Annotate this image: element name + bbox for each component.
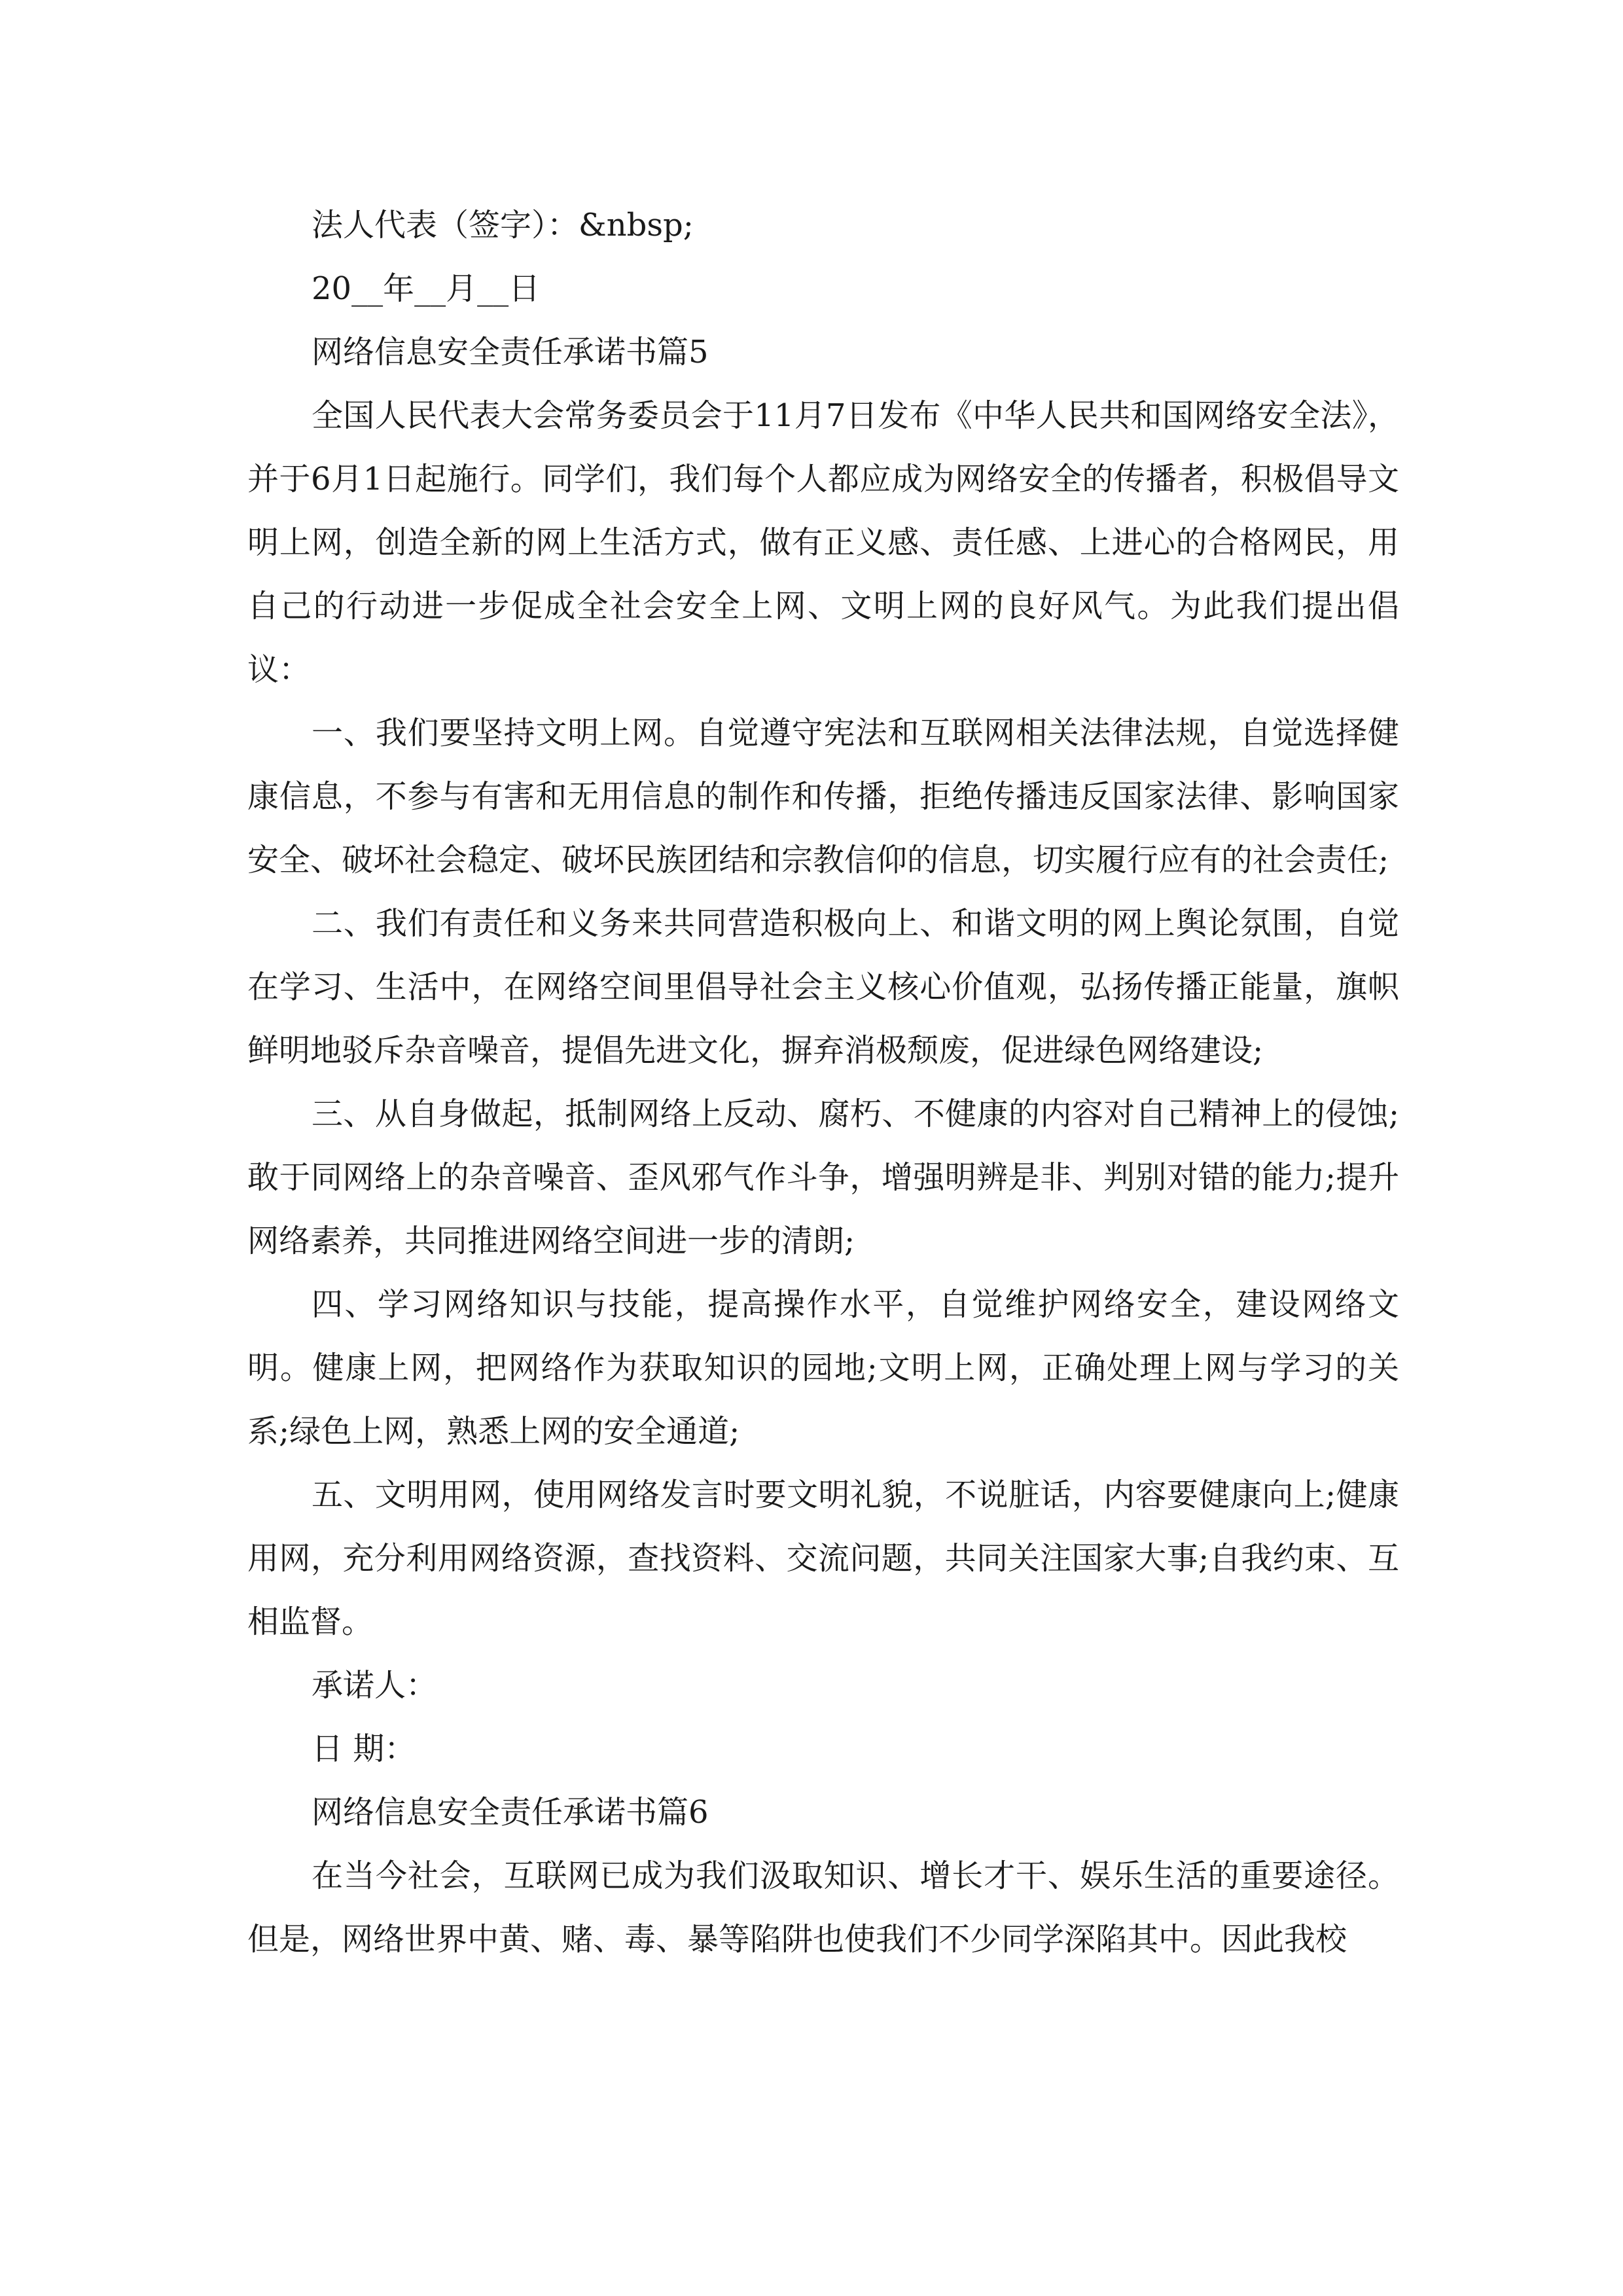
promisor-line: 承诺人： [312, 1667, 438, 1704]
proposal-item-2: 二、我们有责任和义务来共同营造积极向上、和谐文明的网上舆论氛围，自觉在学习、生活中，在网络空间里倡导社会主义核心价值观，弘扬传播正能量，旗帜鲜明地驳斥杂音噪音，提倡先进文化，摒弃消极颓废，促进绿色网络建设; [247, 905, 1399, 1069]
proposal-item-3: 三、从自身做起，抵制网络上反动、腐朽、不健康的内容对自己精神上的侵蚀;敢于同网络上的杂音噪音、歪风邪气作斗争，增强明辨是非、判别对错的能力;提升网络素养，共同推进网络空间进一步的清朗; [247, 1096, 1399, 1259]
document-page [247, 194, 1399, 1971]
date-label-line: 日 期： [312, 1731, 416, 1767]
proposal-item-5: 五、文明用网，使用网络发言时要文明礼貌，不说脏话，内容要健康向上;健康用网，充分利用网络资源，查找资料、交流问题，共同关注国家大事;自我约束、互相监督。 [247, 1477, 1399, 1640]
intro-paragraph-5: 全国人民代表大会常务委员会于11月7日发布《中华人民共和国网络安全法》，并于6月1日起施行。同学们，我们每个人都应成为网络安全的传播者，积极倡导文明上网，创造全新的网上生活方式，做有正义感、责任感、上进心的合格网民，用自己的行动进一步促成全社会安全上网、文明上网的良好风气。为此我们提出倡议： [247, 397, 1399, 688]
heading-section-5: 网络信息安全责任承诺书篇5 [312, 334, 709, 370]
legal-representative-line: 法人代表（签字）：&nbsp; [312, 207, 694, 243]
proposal-item-1: 一、我们要坚持文明上网。自觉遵守宪法和互联网相关法律法规，自觉选择健康信息，不参与有害和无用信息的制作和传播，拒绝传播违反国家法律、影响国家安全、破坏社会稳定、破坏民族团结和宗教信仰的信息，切实履行应有的社会责任; [247, 715, 1399, 878]
intro-paragraph-6: 在当今社会，互联网已成为我们汲取知识、增长才干、娱乐生活的重要途径。但是，网络世界中黄、赌、毒、暴等陷阱也使我们不少同学深陷其中。因此我校 [247, 1857, 1399, 1958]
date-line: 20__年__月__日 [312, 270, 541, 307]
proposal-item-4: 四、学习网络知识与技能，提高操作水平，自觉维护网络安全，建设网络文明。健康上网，把网络作为获取知识的园地;文明上网，正确处理上网与学习的关系;绿色上网，熟悉上网的安全通道; [247, 1286, 1399, 1450]
heading-section-6: 网络信息安全责任承诺书篇6 [312, 1794, 709, 1831]
